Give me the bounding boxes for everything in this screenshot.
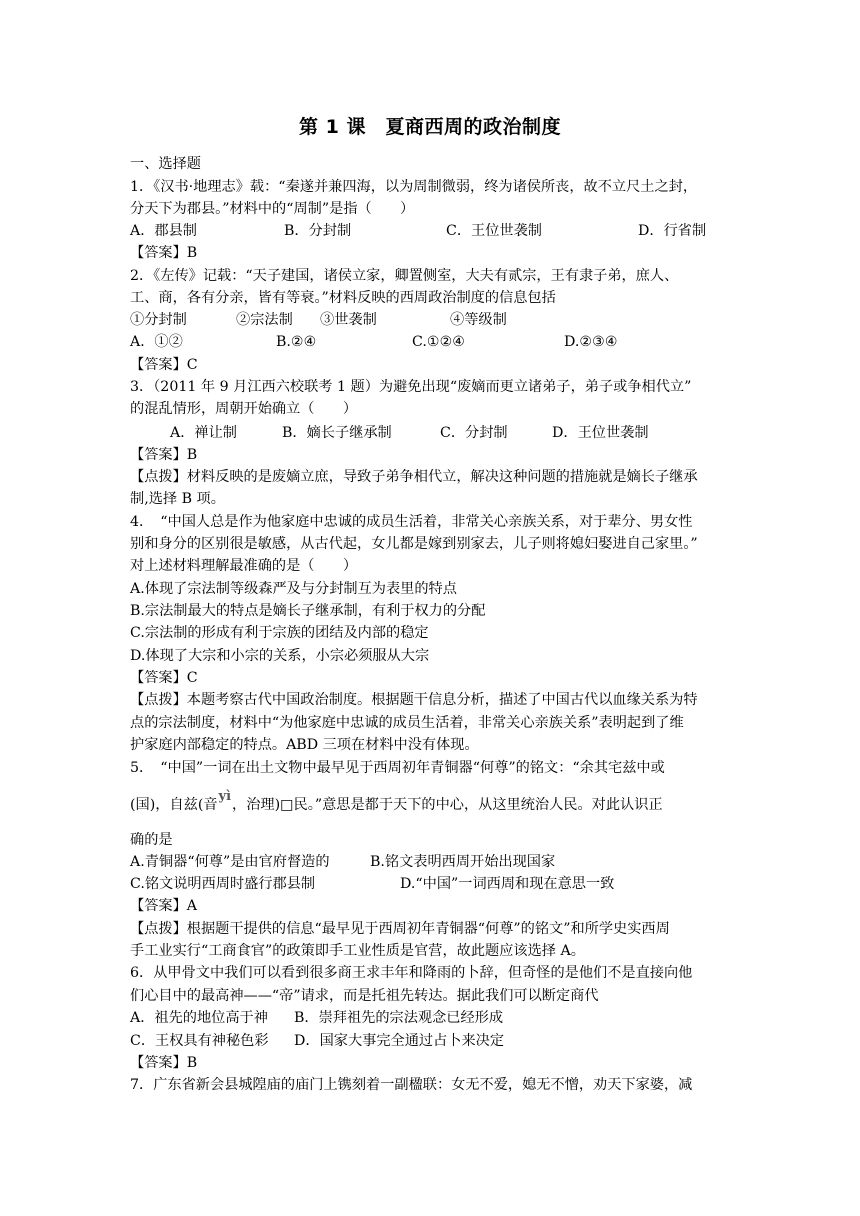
q2-option-a: A．①② bbox=[130, 334, 183, 350]
q1-option-d: D．行省制 bbox=[638, 223, 707, 239]
q3-option-b: B．嫡长子继承制 bbox=[282, 425, 392, 441]
q2-option-c: C.①②④ bbox=[412, 334, 466, 350]
q5-stem-line-2-end: ，治理)□民。”意思是都于天下的中心，从这里统治人民。对此认识正 bbox=[232, 797, 663, 813]
q3-tip-line-1: 【点拨】材料反映的是废嫡立庶，导致子弟争相代立，解决这种问题的措施就是嫡长子继承 bbox=[130, 469, 698, 485]
q3-tip-line-2: 制,选择 B 项。 bbox=[130, 491, 225, 507]
q4-option-a: A.体现了宗法制等级森严及与分封制互为表里的特点 bbox=[130, 581, 457, 597]
q6-option-c: C．王权具有神秘色彩 bbox=[130, 1033, 269, 1049]
q3-stem-line-1: 3．（2011 年 9 月江西六校联考 1 题）为避免出现“废嫡而更立诸弟子，弟子或争相代立” bbox=[130, 379, 692, 395]
q2-option-b: B.②④ bbox=[276, 334, 317, 350]
q3-option-d: D．王位世袭制 bbox=[552, 425, 649, 441]
q3-stem-line-2: 的混乱情形，周朝开始确立（ ） bbox=[130, 401, 358, 417]
q4-stem-line-1: 4． “中国人总是作为他家庭中忠诚的成员生活着，非常关心亲族关系，对于辈分、男女性 bbox=[130, 514, 693, 530]
q5-tip-line-2: 手工业实行“工商食官”的政策即手工业性质是官营，故此题应该选择 A。 bbox=[130, 943, 585, 959]
q6-option-d: D．国家大事完全通过占卜来决定 bbox=[294, 1033, 505, 1049]
q6-stem-line-2: 们心目中的最高神——“帝”请求，而是托祖先转达。据此我们可以断定商代 bbox=[130, 988, 599, 1004]
q4-answer: 【答案】C bbox=[130, 670, 198, 686]
page-title: 第 1 课 夏商西周的政治制度 bbox=[299, 116, 561, 138]
q6-option-b: B．崇拜祖先的宗法观念已经形成 bbox=[294, 1010, 504, 1026]
q3-option-c: C．分封制 bbox=[440, 425, 508, 441]
q6-option-a: A．祖先的地位高于神 bbox=[130, 1010, 268, 1026]
q2-answer: 【答案】C bbox=[130, 357, 198, 373]
section-heading: 一、选择题 bbox=[130, 156, 201, 172]
q6-stem-line-1: 6．从甲骨文中我们可以看到很多商王求丰年和降雨的卜辞，但奇怪的是他们不是直接向他 bbox=[130, 965, 693, 981]
q2-item-1: ①分封制 bbox=[130, 312, 187, 328]
q2-stem-line-2: 工、商，各有分亲，皆有等衰。”材料反映的西周政治制度的信息包括 bbox=[130, 290, 556, 306]
q2-option-d: D.②③④ bbox=[564, 334, 618, 350]
q3-option-a: A．禅让制 bbox=[170, 425, 237, 441]
q1-stem-line-2: 分天下为郡县。”材料中的“周制”是指（ ） bbox=[130, 201, 415, 217]
q4-stem-line-2: 别和身分的区别很是敏感，从古代起，女儿都是嫁到别家去，儿子则将媳妇娶进自己家里。” bbox=[130, 536, 698, 552]
q4-option-d: D.体现了大宗和小宗的关系，小宗必须服从大宗 bbox=[130, 648, 430, 664]
pronunciation-image: yì bbox=[218, 789, 232, 804]
q4-option-b: B.宗法制最大的特点是嫡长子继承制，有利于权力的分配 bbox=[130, 603, 486, 619]
q5-option-a: A.青铜器“何尊”是由官府督造的 bbox=[130, 854, 330, 870]
q1-stem-line-1: 1．《汉书·地理志》载：“秦遂并兼四海，以为周制微弱，终为诸侯所丧，故不立尺土之封， bbox=[130, 179, 698, 195]
q5-option-d: D.“中国”一词西周和现在意思一致 bbox=[400, 876, 615, 892]
q1-option-a: A．郡县制 bbox=[130, 223, 197, 239]
q4-tip-line-3: 护家庭内部稳定的特点。ABD 三项在材料中没有体现。 bbox=[130, 737, 479, 753]
q2-stem-line-1: 2．《左传》记载：“天子建国，诸侯立家，卿置侧室，大夫有贰宗，王有隶子弟，庶人、 bbox=[130, 268, 679, 284]
q5-stem-line-2-start: (国)，自兹(音 bbox=[130, 797, 218, 813]
q1-option-c: C．王位世袭制 bbox=[446, 223, 542, 239]
q5-stem-line-3: 确的是 bbox=[130, 832, 173, 848]
q2-item-4: ④等级制 bbox=[450, 312, 507, 328]
q5-tip-line-1: 【点拨】根据题干提供的信息“最早见于西周初年青铜器“何尊”的铭文”和所学史实西周 bbox=[130, 921, 670, 937]
q5-option-c: C.铭文说明西周时盛行郡县制 bbox=[130, 876, 316, 892]
q5-answer: 【答案】A bbox=[130, 898, 197, 914]
q4-stem-line-3: 对上述材料理解最准确的是（ ） bbox=[130, 558, 358, 574]
q5-stem-line-2 bbox=[130, 789, 663, 815]
q6-answer: 【答案】B bbox=[130, 1055, 198, 1071]
q1-answer: 【答案】B bbox=[130, 245, 198, 261]
q1-option-b: B．分封制 bbox=[284, 223, 352, 239]
q2-item-3: ③世袭制 bbox=[320, 312, 377, 328]
q7-stem-line-1: 7．广东省新会县城隍庙的庙门上镌刻着一副楹联：女无不爱，媳无不憎，劝天下家婆，减 bbox=[130, 1077, 693, 1093]
q2-item-2: ②宗法制 bbox=[236, 312, 293, 328]
q4-tip-line-2: 点的宗法制度，材料中“为他家庭中忠诚的成员生活着，非常关心亲族关系”表明起到了维 bbox=[130, 715, 684, 731]
q3-answer: 【答案】B bbox=[130, 447, 198, 463]
q5-option-b: B.铭文表明西周开始出现国家 bbox=[370, 854, 556, 870]
q4-tip-line-1: 【点拨】本题考察古代中国政治制度。根据题干信息分析，描述了中国古代以血缘关系为特 bbox=[130, 692, 698, 708]
q5-stem-line-1: 5． “中国”一词在出土文物中最早见于西周初年青铜器“何尊”的铭文：“余其宅兹中或 bbox=[130, 760, 665, 776]
q4-option-c: C.宗法制的形成有利于宗族的团结及内部的稳定 bbox=[130, 625, 429, 641]
